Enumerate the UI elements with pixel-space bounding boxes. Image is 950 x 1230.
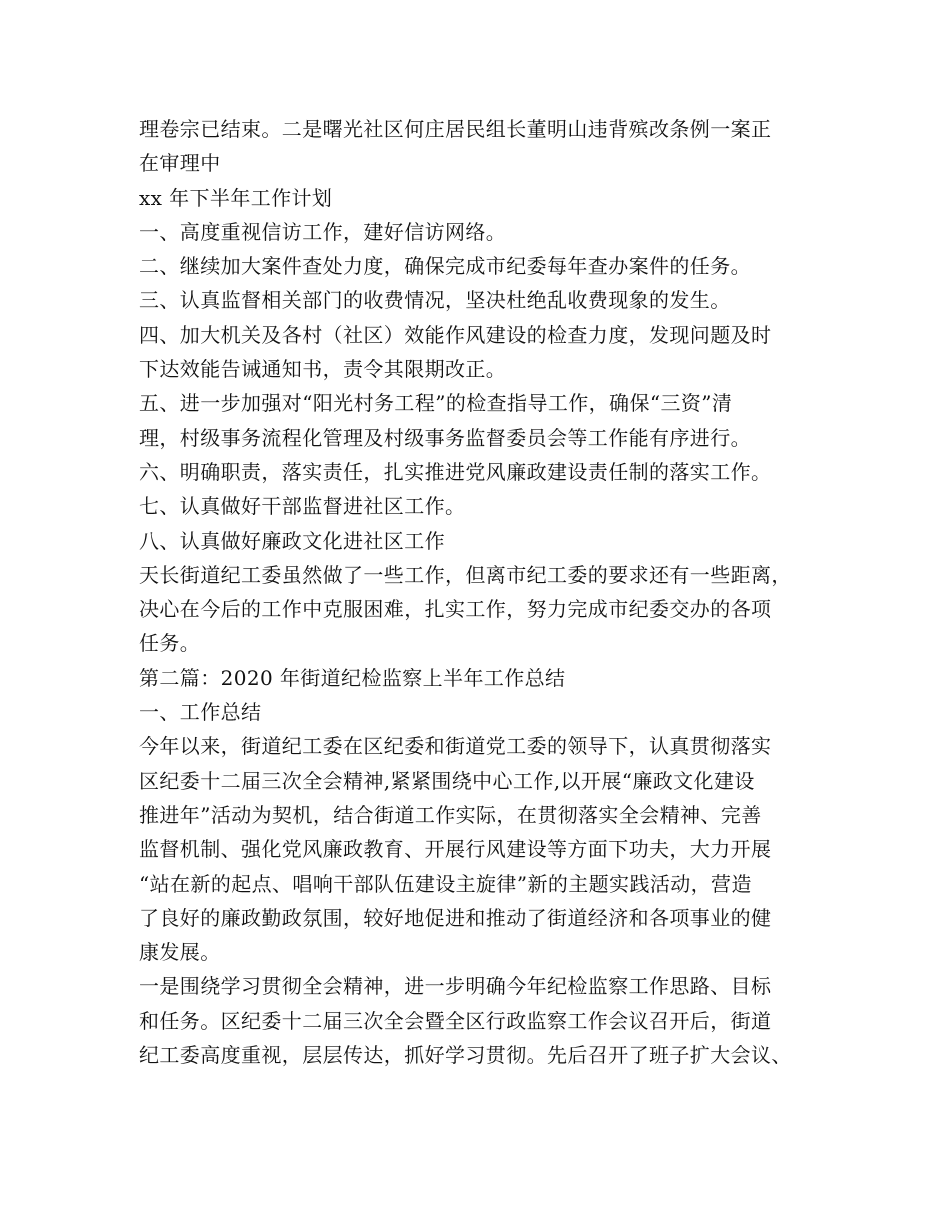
text-line: 区纪委十二届三次全会精神,紧紧围绕中心工作,以开展“廉政文化建设 [139, 768, 755, 793]
text-line: 任务。 [139, 631, 201, 656]
text-line: 推进年”活动为契机，结合街道工作实际，在贯彻落实全会精神、完善 [139, 802, 762, 827]
section-heading: 一、工作总结 [139, 700, 262, 725]
plan-item: 四、加大机关及各村（社区）效能作风建设的检查力度，发现问题及时 [139, 322, 772, 347]
text-line: 了良好的廉政勤政氛围，较好地促进和推动了街道经济和各项事业的健 [139, 905, 772, 930]
text-line: 理，村级事务流程化管理及村级事务监督委员会等工作能有序进行。 [139, 425, 751, 450]
text-line: “站在新的起点、唱响干部队伍建设主旋律”新的主题实践活动，营造 [139, 871, 752, 896]
plan-item: 五、进一步加强对“阳光村务工程”的检查指导工作，确保“三资”清 [139, 391, 733, 416]
text-line: 康发展。 [139, 940, 221, 965]
text-line: 监督机制、强化党风廉政教育、开展行风建设等方面下功夫，大力开展 [139, 837, 772, 862]
plan-item: 六、明确职责，落实责任，扎实推进党风廉政建设责任制的落实工作。 [139, 459, 772, 484]
text-line: 决心在今后的工作中克服困难，扎实工作，努力完成市纪委交办的各项 [139, 597, 772, 622]
plan-item: 一、高度重视信访工作，建好信访网络。 [139, 219, 507, 244]
plan-item: 八、认真做好廉政文化进社区工作 [139, 528, 445, 553]
plan-item: 七、认真做好干部监督进社区工作。 [139, 494, 466, 519]
part-title: 第二篇：2020 年街道纪检监察上半年工作总结 [139, 665, 566, 690]
text-line: 下达效能告诫通知书，责令其限期改正。 [139, 357, 507, 382]
text-line: 一是围绕学习贯彻全会精神，进一步明确今年纪检监察工作思路、目标 [139, 974, 772, 999]
plan-item: 二、继续加大案件查处力度，确保完成市纪委每年查办案件的任务。 [139, 254, 751, 279]
text-line: 理卷宗已结束。二是曙光社区何庄居民组长董明山违背殡改条例一案正 [139, 117, 772, 141]
text-line: 纪工委高度重视，层层传达，抓好学习贯彻。先后召开了班子扩大会议、 [139, 1043, 792, 1068]
section-heading: xx 年下半年工作计划 [139, 185, 333, 210]
document-body [139, 112, 819, 1072]
text-line: 今年以来，街道纪工委在区纪委和街道党工委的领导下，认真贯彻落实 [139, 734, 772, 759]
text-line: 在审理中 [139, 151, 221, 176]
text-line: 和任务。区纪委十二届三次全会暨全区行政监察工作会议召开后，街道 [139, 1008, 772, 1033]
plan-item: 三、认真监督相关部门的收费情况，坚决杜绝乱收费现象的发生。 [139, 288, 731, 313]
text-line: 天长街道纪工委虽然做了一些工作，但离市纪工委的要求还有一些距离， [139, 562, 792, 587]
